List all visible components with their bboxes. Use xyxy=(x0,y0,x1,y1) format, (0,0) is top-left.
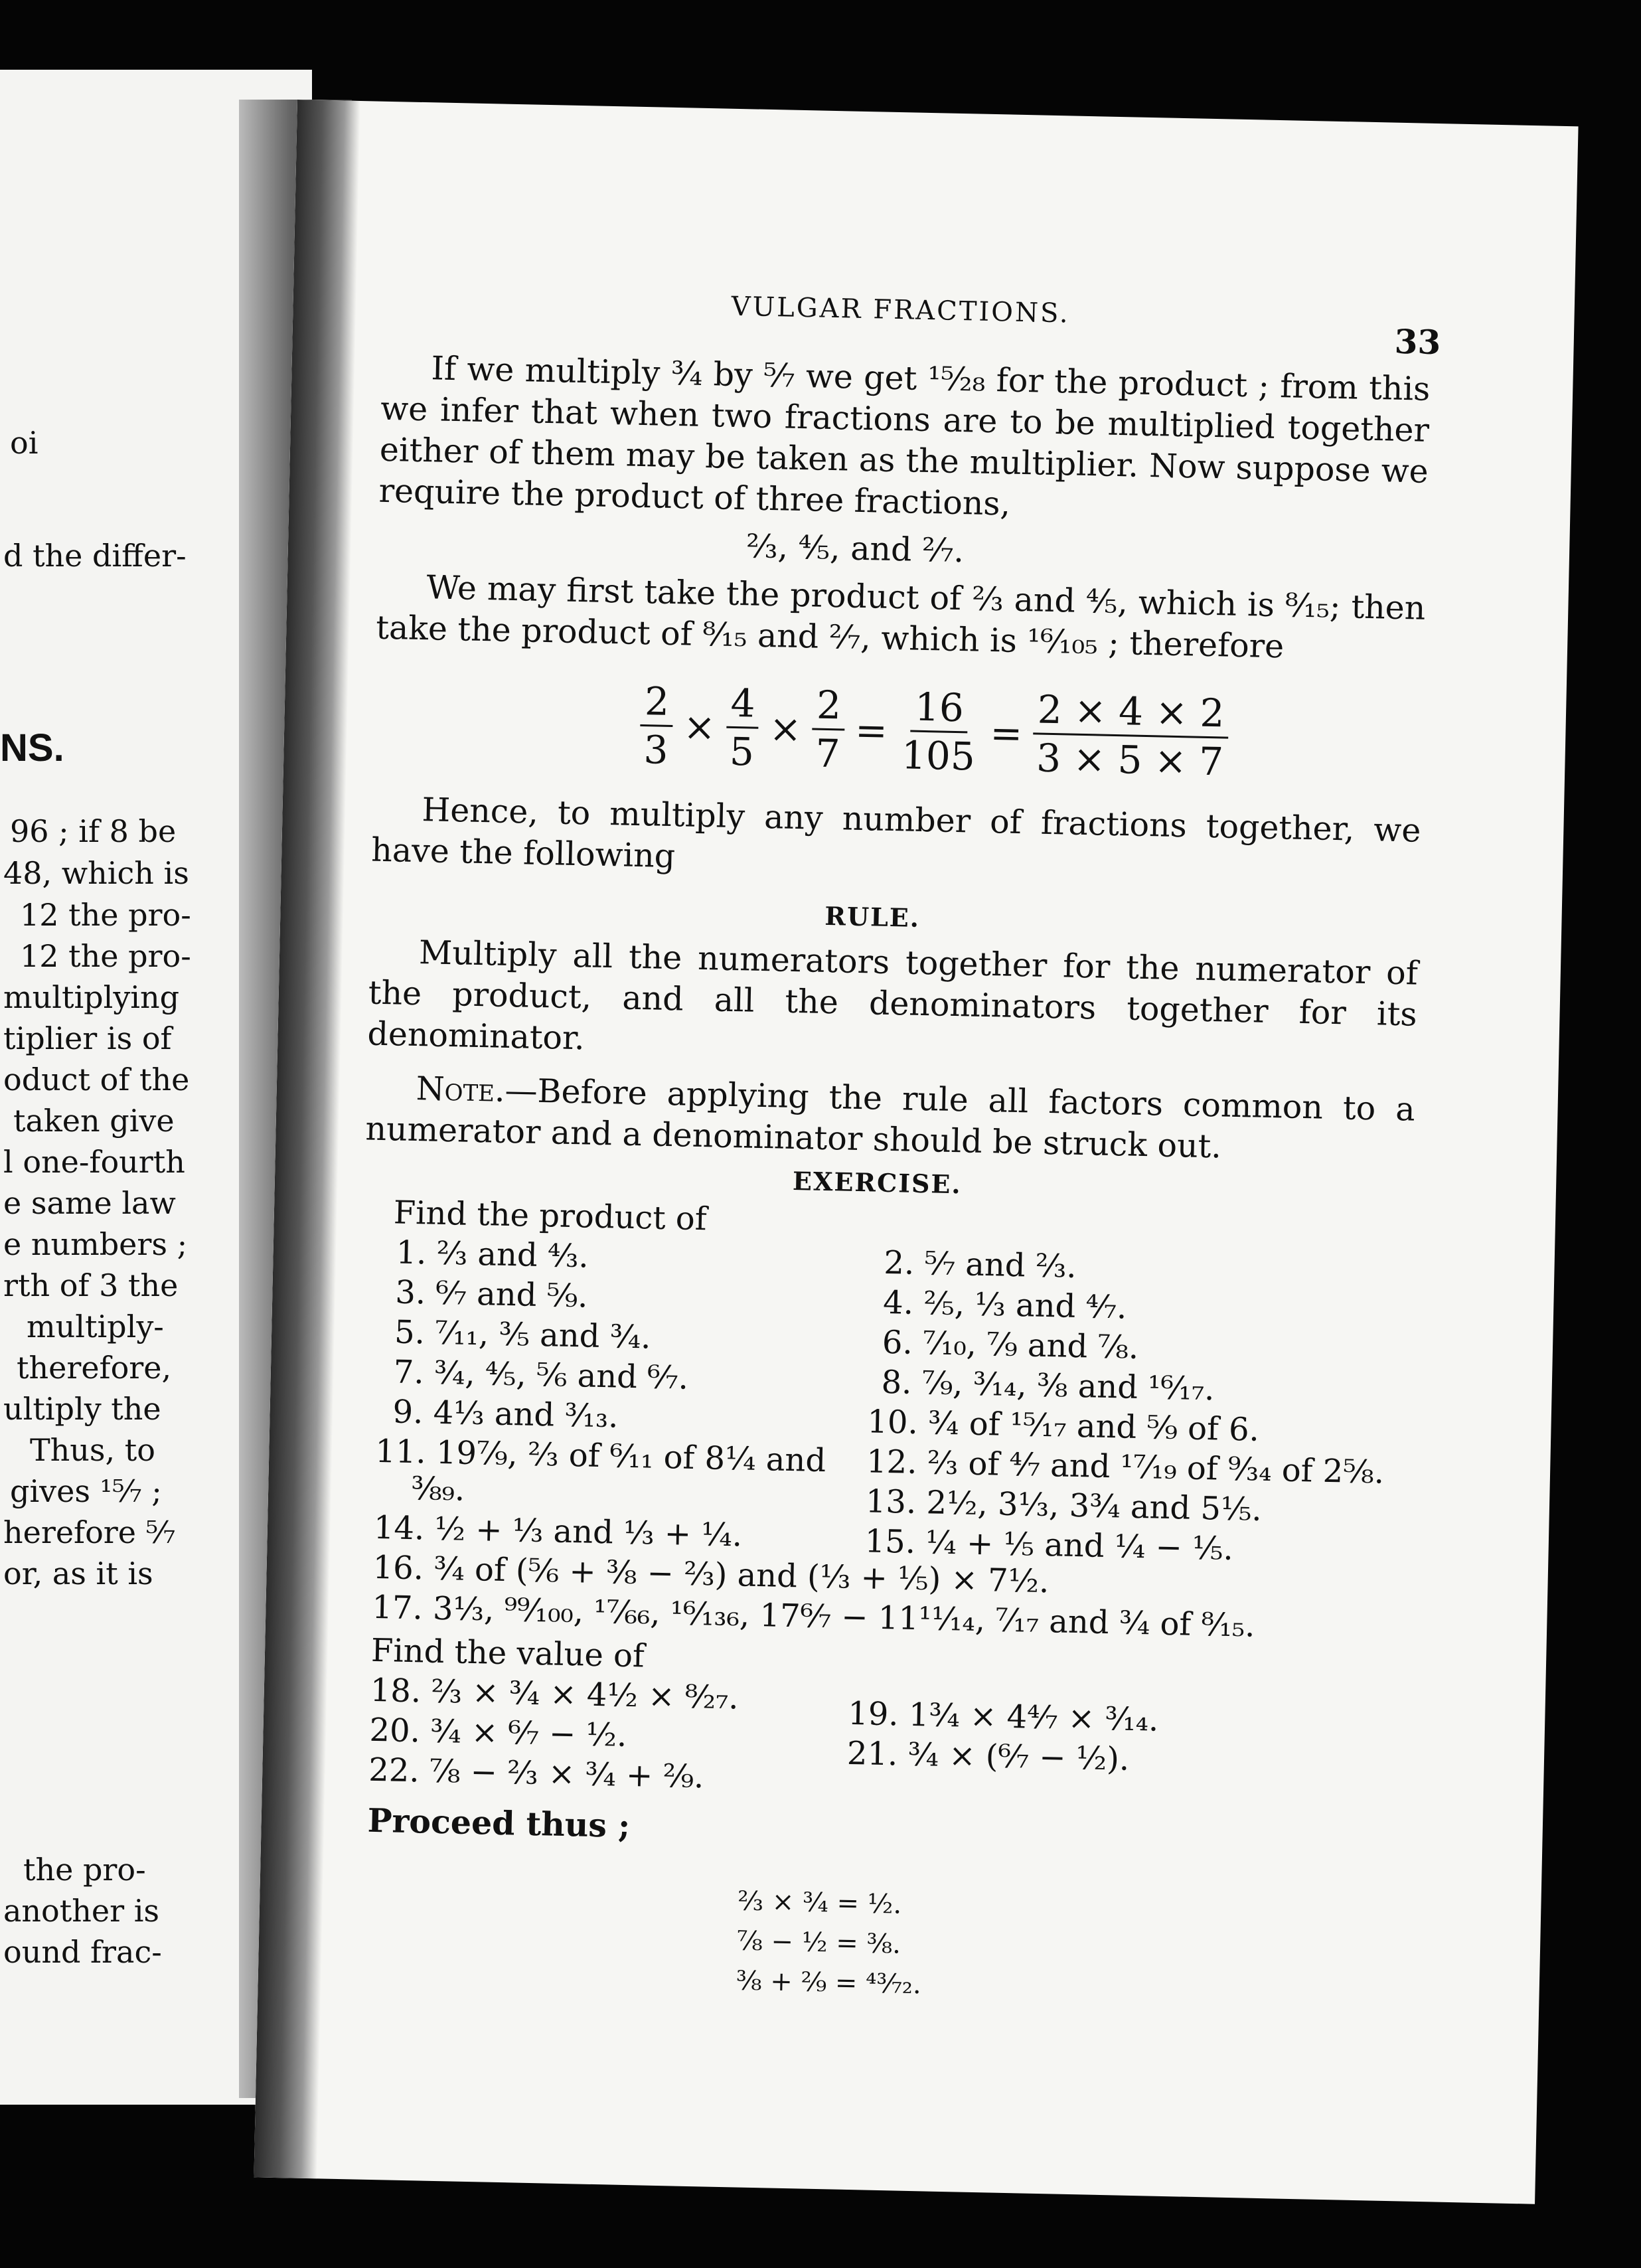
left-page-fragment: tiplier is of xyxy=(3,1020,172,1056)
three-fractions-line: ⅔, ⁴⁄₅, and ²⁄₇. xyxy=(745,527,965,570)
times-sign: × xyxy=(682,703,716,750)
exercise-item: 21. ¾ × (⁶⁄₇ − ½). xyxy=(846,1734,1130,1778)
left-page-fragment: 96 ; if 8 be xyxy=(10,813,177,849)
exercise-item: 2. ⁵⁄₇ and ⅔. xyxy=(883,1244,1077,1285)
exercise-item: 10. ¾ of ¹⁵⁄₁₇ and ⁵⁄₉ of 6. xyxy=(866,1403,1260,1449)
fraction xyxy=(725,680,759,775)
left-page-fragment: multiply- xyxy=(27,1309,164,1344)
denominator: 5 xyxy=(729,728,755,775)
left-page-fragment: e numbers ; xyxy=(3,1226,188,1262)
find-product-label: Find the product of xyxy=(393,1194,708,1238)
numerator: 2 xyxy=(640,678,673,727)
left-page-fragment: oi xyxy=(10,425,39,461)
exercise-item: 13. 2½, 3⅓, 3¾ and 5⅕. xyxy=(865,1483,1263,1528)
exercise-item: 18. ⅔ × ¾ × 4½ × ⁸⁄₂₇. xyxy=(370,1671,740,1717)
exercise-item: 7. ¾, ⅘, ⅚ and ⁶⁄₇. xyxy=(393,1353,689,1397)
equals-sign: = xyxy=(854,707,888,754)
denominator: 3 xyxy=(643,727,669,773)
left-page-fragment: taken give xyxy=(13,1103,175,1139)
left-page-fragment: another is xyxy=(3,1893,160,1929)
left-page-fragment: rth of 3 the xyxy=(3,1267,179,1303)
page-number: 33 xyxy=(1394,321,1441,363)
exercise-item: 11. 19⁷⁄₉, ⅔ of ⁶⁄₁₁ of 8¼ and xyxy=(374,1432,826,1480)
exercise-item: 9. 4⅓ and ³⁄₁₃. xyxy=(392,1393,619,1435)
exercise-item: 14. ½ + ⅓ and ⅓ + ¼. xyxy=(373,1508,743,1554)
left-page-fragment: 12 the pro- xyxy=(20,897,191,933)
denominator: 105 xyxy=(901,732,976,779)
left-page-fragment: multiplying xyxy=(3,979,180,1015)
numerator: 16 xyxy=(910,684,968,734)
denominator: 3 × 5 × 7 xyxy=(1036,735,1224,785)
left-page-fragment: herefore ⁵⁄₇ xyxy=(3,1514,176,1550)
numerator: 2 × 4 × 2 xyxy=(1033,686,1229,738)
exercise-item: 19. 1¾ × 4⁴⁄₇ × ³⁄₁₄. xyxy=(847,1694,1159,1739)
exercise-item: 22. ⅞ − ⅔ × ¾ + ²⁄₉. xyxy=(368,1751,704,1796)
left-page-fragment: oduct of the xyxy=(3,1062,190,1097)
left-page-fragment: e same law xyxy=(3,1185,176,1221)
left-page-fragment: d the differ- xyxy=(3,538,187,574)
exercise-item: 4. ⅖, ⅓ and ⁴⁄₇. xyxy=(882,1283,1127,1327)
note-label: Note. xyxy=(416,1070,506,1109)
worked-line: ⅔ × ¾ = ½. xyxy=(737,1886,902,1920)
exercise-item: 3. ⁶⁄₇ and ⁵⁄₉. xyxy=(394,1273,589,1315)
rule-text: Multiply all the numerators together for the numerator of the product, and all the denominators together for its denominator. xyxy=(366,933,1419,1058)
left-page-fragment: l one-fourth xyxy=(3,1144,185,1180)
worked-line: ⅜ + ²⁄₉ = ⁴³⁄₇₂. xyxy=(736,1965,922,2000)
exercise-item: 20. ¾ × ⁶⁄₇ − ½. xyxy=(369,1711,627,1754)
exercise-item: ³⁄₈₉. xyxy=(410,1470,465,1508)
rule-heading: RULE. xyxy=(824,900,921,933)
left-page-fragment: therefore, xyxy=(17,1350,172,1386)
fraction xyxy=(1032,686,1229,785)
worked-line: ⅞ − ½ = ⅜. xyxy=(736,1925,901,1960)
exercise-item: 5. ⁷⁄₁₁, ⅗ and ¾. xyxy=(394,1313,652,1356)
left-page-fragment: Thus, to xyxy=(30,1432,155,1468)
note-paragraph xyxy=(365,1068,1415,1172)
left-page-fragment: the pro- xyxy=(23,1852,146,1888)
left-page-fragment: ound frac- xyxy=(3,1934,162,1970)
denominator: 7 xyxy=(815,730,841,777)
left-page-fragment: gives ¹⁵⁄₇ ; xyxy=(10,1473,162,1509)
times-sign: × xyxy=(769,705,803,752)
find-value-label: Find the value of xyxy=(370,1631,645,1675)
fraction xyxy=(897,683,980,780)
note-text: —Before applying the rule all factors common to a numerator and a denominator should be struck out. xyxy=(364,1071,1416,1166)
exercise-item: 12. ⅔ of ⁴⁄₇ and ¹⁷⁄₁₉ of ⁹⁄₃₄ of 2⅝. xyxy=(866,1443,1385,1491)
numerator: 4 xyxy=(726,680,759,729)
paragraph-multiply-intro: If we multiply ¾ by ⁵⁄₇ we get ¹⁵⁄₂₈ for the product ; from this we infer that when two fractions are to be multiplied together either of them may be taken as the multiplier. Now suppose we require the product of three fractions, xyxy=(378,349,1431,523)
book-page xyxy=(254,100,1578,2204)
exercise-item: 8. ⁷⁄₉, ³⁄₁₄, ⅜ and ¹⁶⁄₁₇. xyxy=(881,1363,1215,1408)
exercise-item: 15. ¼ + ⅕ and ¼ − ⅕. xyxy=(864,1522,1234,1568)
left-page-fragment: 12 the pro- xyxy=(20,938,191,974)
paragraph-product-steps: We may first take the product of ⅔ and ⁴⁄₅, which is ⁸⁄₁₅; then take the product of ⁸⁄₁₅ and ²⁄₇, which is ¹⁶⁄₁₀₅ ; therefore xyxy=(375,568,1426,666)
exercise-item: 16. ¾ of (⅚ + ⅜ − ⅔) and (⅓ + ⅕) × 7½. xyxy=(372,1548,1050,1601)
fraction xyxy=(639,678,674,773)
exercise-item: 6. ⁷⁄₁₀, ⁷⁄₉ and ⅞. xyxy=(882,1323,1139,1366)
left-page-fragment: ultiply the xyxy=(3,1391,161,1427)
left-page-heading-fragment: NS. xyxy=(0,726,64,770)
left-page-fragment: 48, which is xyxy=(3,855,189,891)
exercise-heading: EXERCISE. xyxy=(792,1165,963,1200)
display-equation xyxy=(635,678,1233,785)
running-title: VULGAR FRACTIONS. xyxy=(731,291,1071,329)
exercise-item: 1. ⅔ and ⁴⁄₃. xyxy=(396,1234,589,1275)
left-page-fragment: or, as it is xyxy=(3,1556,153,1591)
proceed-label: Proceed thus ; xyxy=(367,1801,631,1846)
fraction xyxy=(811,681,846,777)
numerator: 2 xyxy=(812,681,845,730)
equals-sign: = xyxy=(989,710,1023,756)
exercise-item: 17. 3⅓, ⁹⁹⁄₁₀₀, ¹⁷⁄₆₆, ¹⁶⁄₁₃₆, 17⁶⁄₇ − 11¹¹⁄₁₄, ⁷⁄₁₇ and ¾ of ⁸⁄₁₅. xyxy=(371,1588,1256,1645)
paragraph-hence: Hence, to multiply any number of fractions together, we have the following xyxy=(370,791,1421,876)
